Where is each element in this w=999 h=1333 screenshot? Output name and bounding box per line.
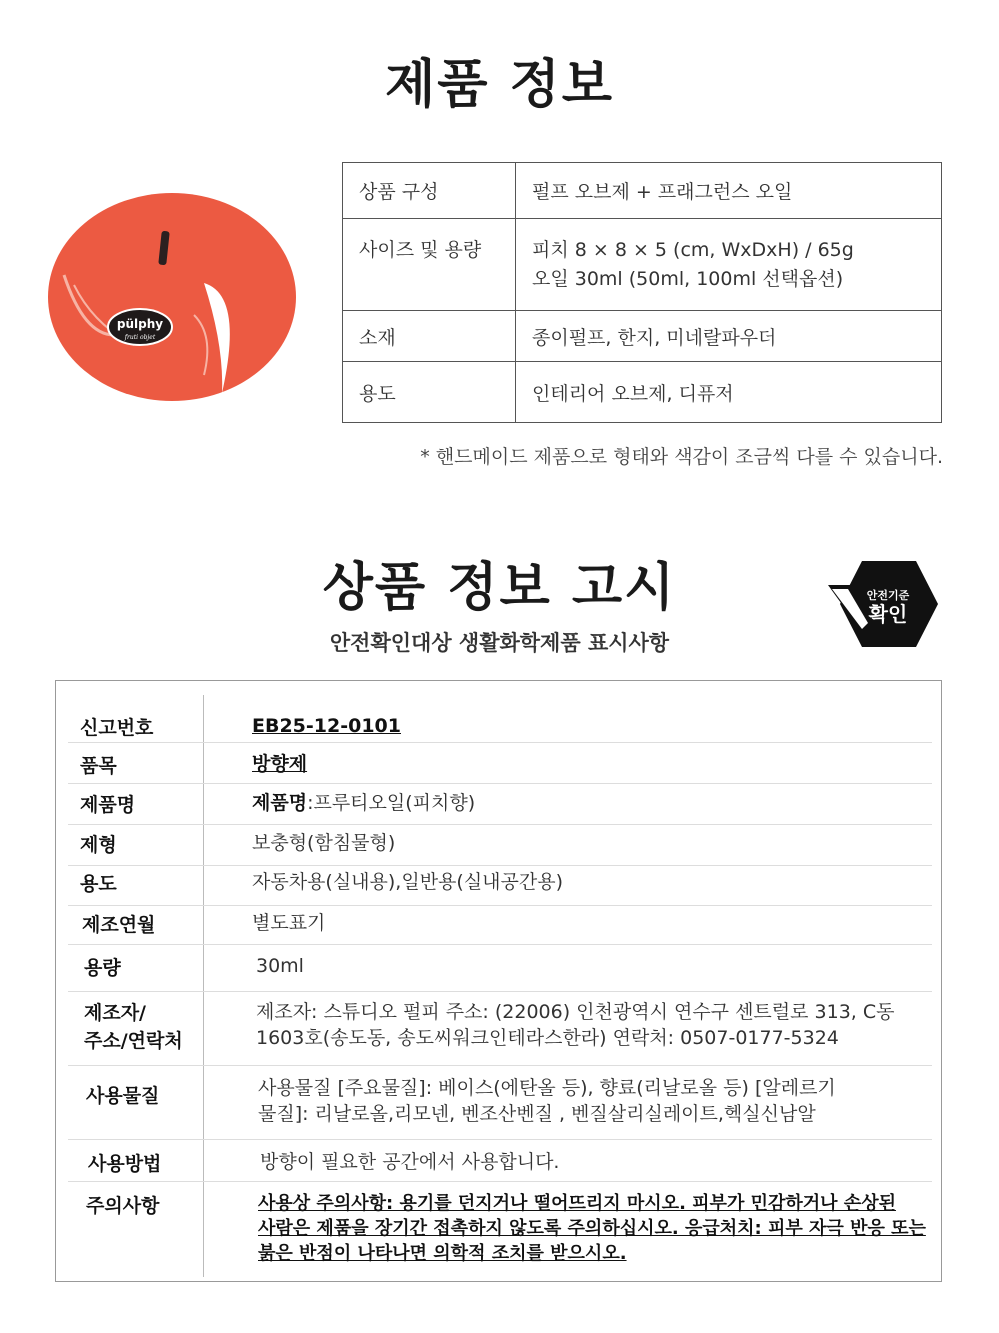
- row-key: 신고번호: [80, 717, 154, 739]
- table-row: [68, 790, 932, 825]
- row-value: [252, 790, 475, 816]
- table-row: [343, 219, 942, 311]
- row-value: [516, 219, 942, 311]
- table-row: [68, 713, 932, 743]
- product-name-label: 제품명: [252, 792, 308, 814]
- row-value: 별도표기: [252, 912, 326, 934]
- row-value: 자동차용(실내용),일반용(실내공간용): [252, 871, 564, 893]
- value-line: 사용물질 [주요물질]: 베이스(에탄올 등), 향료(리날로올 등) [알레르기: [258, 1077, 836, 1099]
- value-line: 사용상 주의사항: 용기를 던지거나 떨어뜨리지 마시오. 피부가 민감하거나 손상된: [258, 1193, 896, 1214]
- mark-line1: 안전기준: [866, 589, 910, 602]
- item-value: 방향제: [252, 753, 308, 775]
- value-line: 오일 30ml (50ml, 100ml 선택옵션): [532, 267, 844, 290]
- row-key: 상품 구성: [343, 163, 516, 219]
- mark-line2: 확인: [868, 602, 908, 626]
- table-row: [343, 163, 942, 219]
- row-key: 사이즈 및 용량: [343, 219, 516, 311]
- table-row: [68, 1191, 932, 1271]
- value-line: 붉은 반점이 나타나면 의학적 조치를 받으시오.: [258, 1243, 627, 1264]
- row-key: 용량: [84, 957, 121, 979]
- table-row: [68, 869, 932, 906]
- key-line: 제조자/: [84, 1002, 147, 1024]
- row-key: [84, 999, 183, 1055]
- row-key: 제품명: [80, 794, 136, 816]
- table-row: [68, 830, 932, 866]
- product-info-title: 제품 정보: [384, 55, 615, 115]
- handmade-note: * 핸드메이드 제품으로 형태와 색감이 조금씩 다를 수 있습니다.: [420, 446, 943, 468]
- table-row: [68, 751, 932, 784]
- row-value: [256, 999, 895, 1051]
- row-value: 인테리어 오브제, 디퓨저: [516, 362, 942, 423]
- value-line: 사람은 제품을 장기간 접촉하지 않도록 주의하십시오. 응급처치: 피부 자극 반응 또는: [258, 1218, 926, 1239]
- row-value: 30ml: [256, 955, 304, 977]
- value-line: 물질]: 리날로올,리모넨, 벤조산벤질 , 벤질살리실레이트,헥실신남알: [258, 1103, 816, 1125]
- row-key: 제조연월: [82, 914, 156, 936]
- table-row: [68, 910, 932, 945]
- row-value: 보충형(함침물형): [252, 832, 396, 854]
- row-key: 품목: [80, 755, 117, 777]
- row-value: [258, 1075, 836, 1127]
- safety-check-mark-icon: [828, 555, 940, 653]
- notice-table: [55, 680, 942, 1282]
- value-line: 피치 8 × 8 × 5 (cm, WxDxH) / 65g: [532, 238, 854, 261]
- row-key: 용도: [80, 873, 117, 895]
- brand-logo-subtext: fruti objet: [124, 334, 156, 341]
- notice-subtitle: 안전확인대상 생활화학제품 표시사항: [329, 631, 670, 655]
- product-name-value: :프루티오일(피치향): [307, 792, 476, 814]
- row-key: 용도: [343, 362, 516, 423]
- caution-text: [258, 1191, 926, 1266]
- table-row: [68, 1149, 932, 1182]
- table-row: [68, 953, 932, 992]
- key-line: 주소/연락처: [84, 1030, 183, 1052]
- notice-title: 상품 정보 고시: [322, 558, 677, 618]
- value-line: 1603호(송도동, 송도씨워크인테라스한라) 연락처: 0507-0177-5324: [256, 1027, 839, 1049]
- row-key: 주의사항: [86, 1195, 160, 1217]
- peach-objet-image: [44, 185, 300, 405]
- value-line: 제조자: 스튜디오 펄피 주소: (22006) 인천광역시 연수구 센트럴로 313, C동: [256, 1001, 895, 1023]
- table-row: [68, 1075, 932, 1140]
- table-row: [68, 999, 932, 1066]
- brand-logo-text: pülphy: [116, 317, 164, 331]
- table-row: [343, 362, 942, 423]
- product-info-table: [342, 162, 942, 423]
- table-row: [343, 311, 942, 362]
- row-key: 사용물질: [86, 1085, 160, 1107]
- row-value: 펄프 오브제 + 프래그런스 오일: [516, 163, 942, 219]
- row-key: 사용방법: [88, 1153, 162, 1175]
- row-key: 소재: [343, 311, 516, 362]
- row-value: 종이펄프, 한지, 미네랄파우더: [516, 311, 942, 362]
- row-value: 방향이 필요한 공간에서 사용합니다.: [260, 1151, 560, 1173]
- row-key: 제형: [80, 834, 117, 856]
- report-number: EB25-12-0101: [252, 715, 401, 737]
